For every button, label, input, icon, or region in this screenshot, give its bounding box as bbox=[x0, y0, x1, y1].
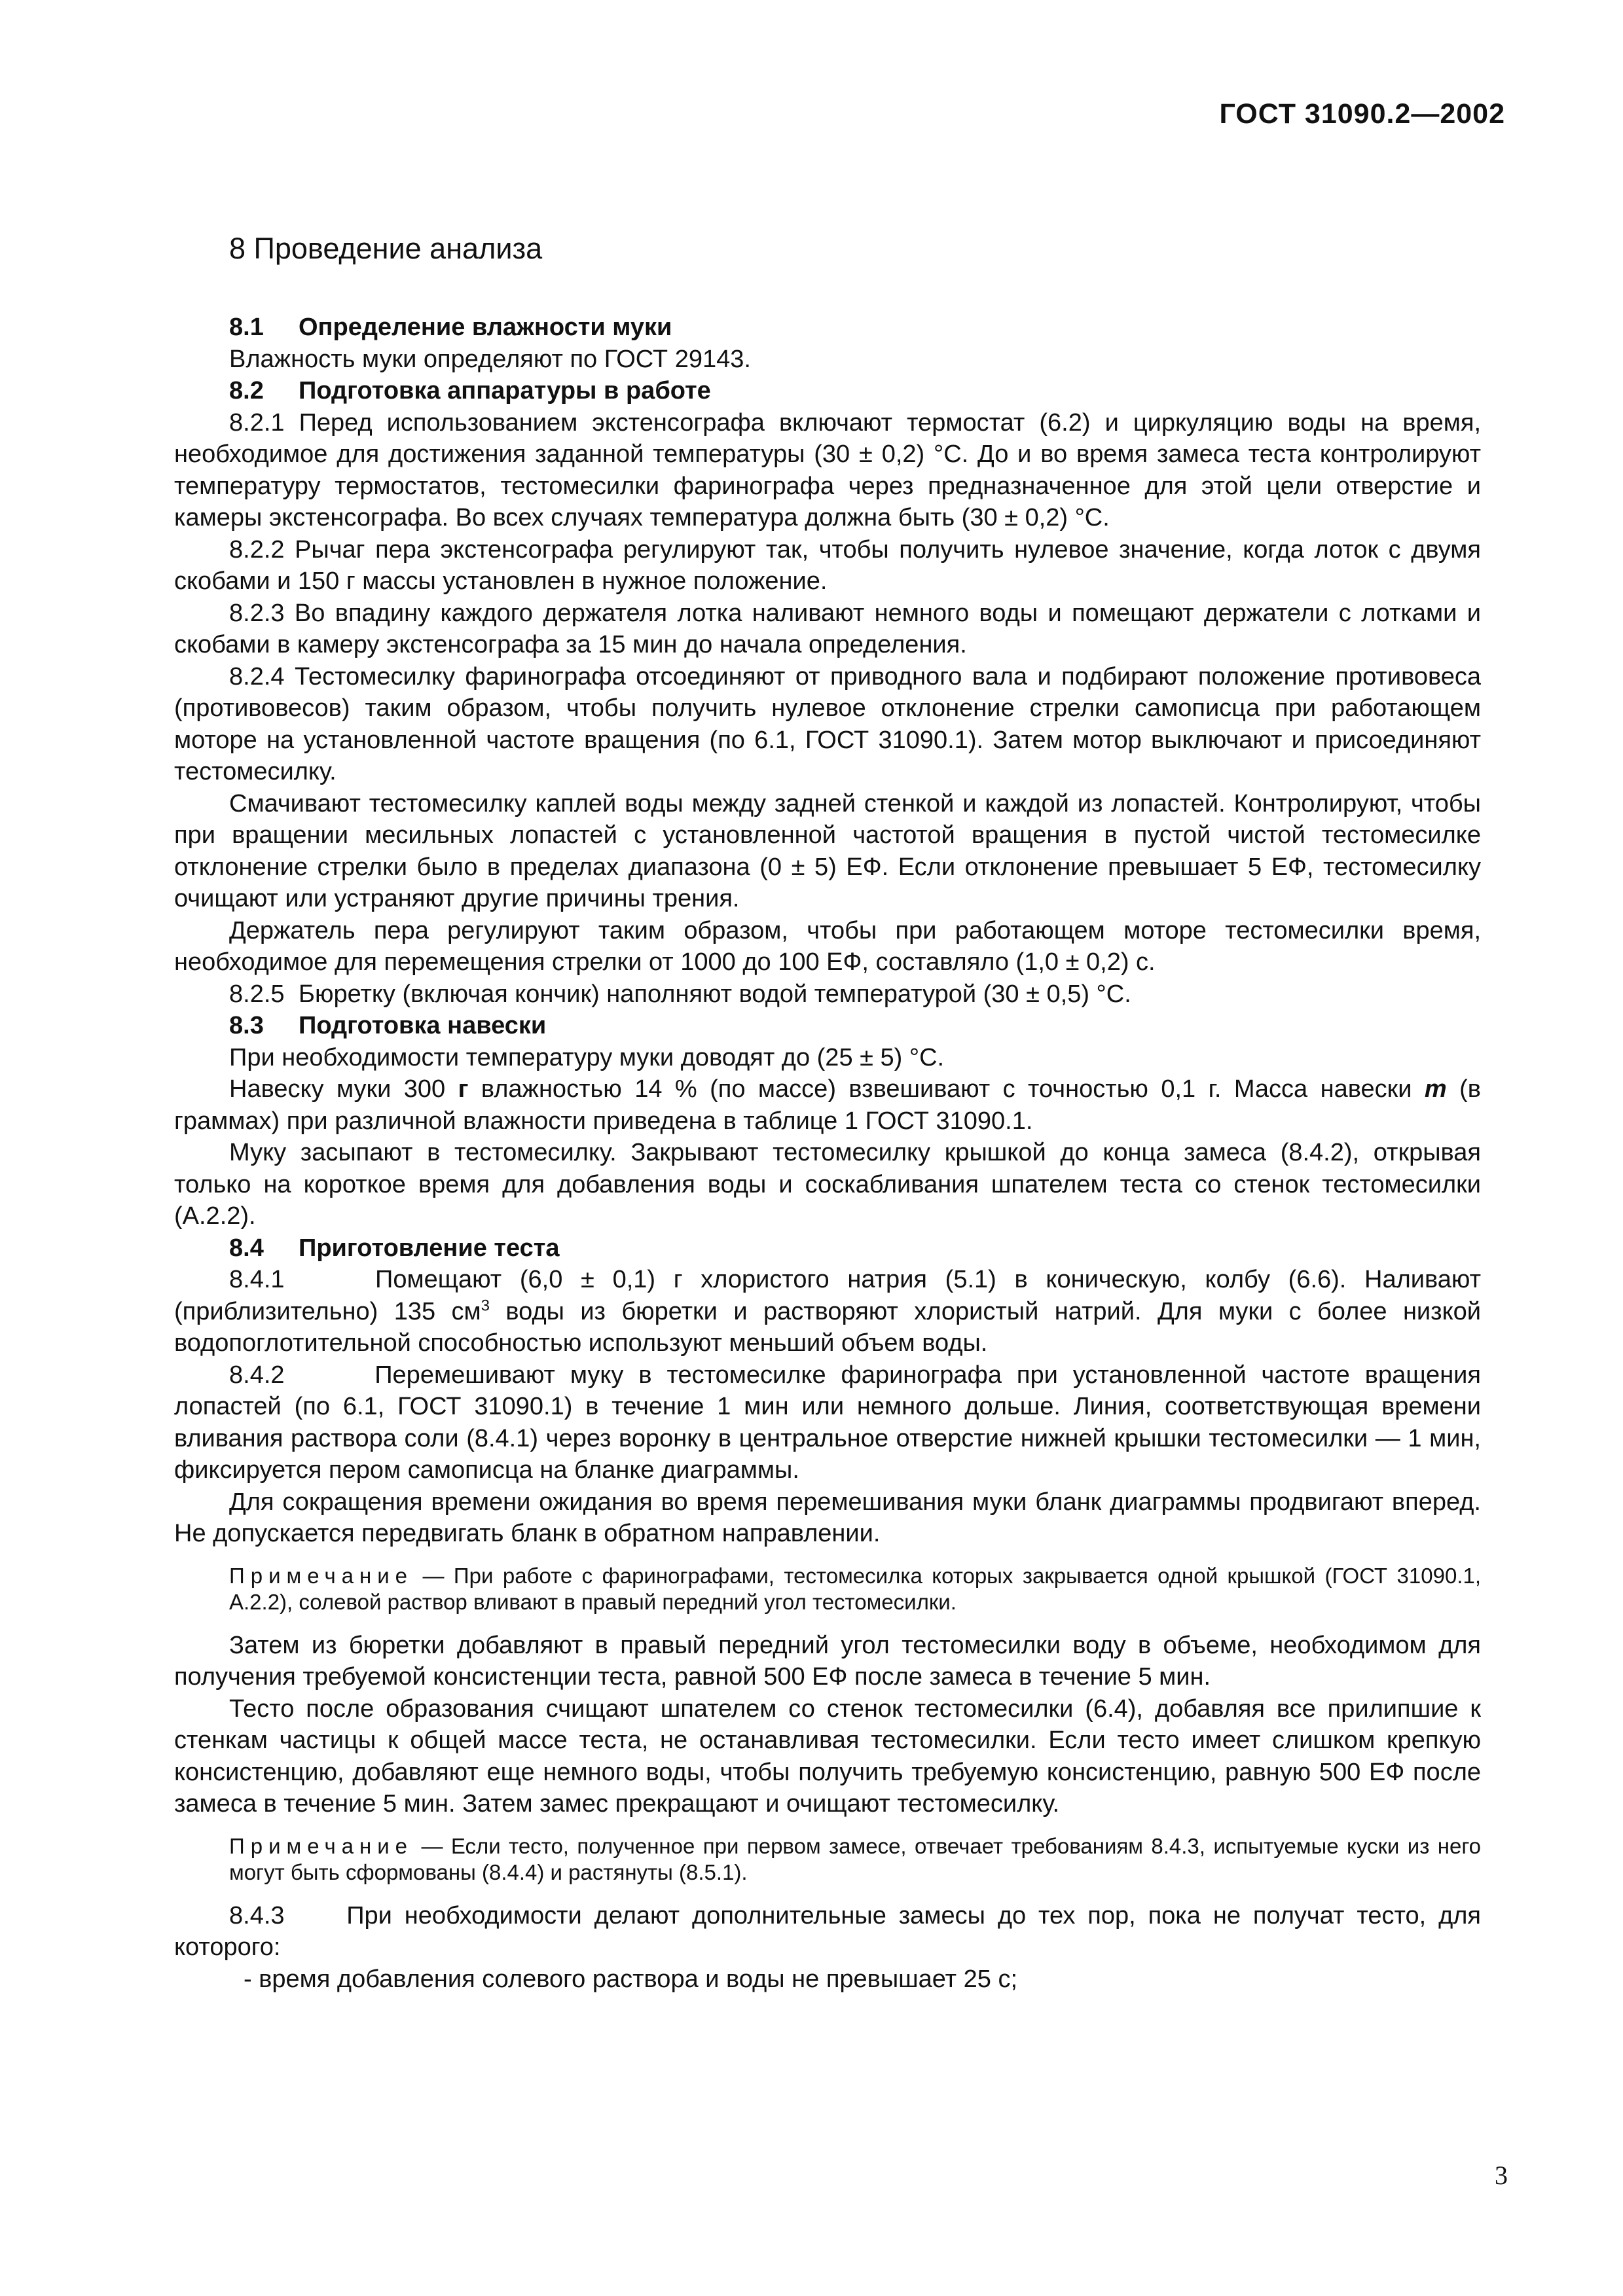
note-label: Примечание bbox=[229, 1563, 414, 1588]
paragraph: Влажность муки определяют по ГОСТ 29143. bbox=[229, 345, 751, 373]
text-run-bold: г bbox=[458, 1075, 469, 1103]
paragraph bbox=[174, 1073, 1481, 1137]
paragraph-8-2-4: 8.2.4 Тестомесилку фаринографа отсоединяют от приводного вала и подбирают положение противовеса (противовесов) таким образом, чтобы получить нулевое отклонение стрелки самописца при работающем моторе на установленной частоте вращения (по 6.1, ГОСТ 31090.1). Затем мотор выключают и присоединяют тестомесилку. bbox=[174, 662, 1481, 785]
paragraph: Муку засыпают в тестомесилку. Закрывают тестомесилку крышкой до конца замеса (8.4.2), открывая только на короткое время для добавления воды и соскабливания шпателем теста со стенок тестомесилки (А.2.2). bbox=[174, 1139, 1481, 1230]
note bbox=[174, 1563, 1481, 1615]
clause-text: Бюретку (включая кончик) наполняют водой температурой (30 ± 0,5) °С. bbox=[299, 980, 1131, 1008]
paragraph: Смачивают тестомесилку каплей воды между задней стенкой и каждой из лопастей. Контролируют, чтобы при вращении месильных лопастей с установленной частотой вращения в пустой чистой тестомесилке отклонение стрелки было в пределах диапазона (0 ± 5) ЕФ. Если отклонение превышает 5 ЕФ, тестомесилку очищают или устраняют другие причины трения. bbox=[174, 789, 1481, 912]
paragraph-8-4-3 bbox=[174, 1900, 1481, 1964]
subsection-number: 8.1 bbox=[229, 314, 264, 341]
clause-number: 8.2.5 bbox=[229, 980, 285, 1008]
note-label: Примечание bbox=[229, 1833, 414, 1858]
text-run: воды из бюретки и растворяют хлористый натрий. Для муки с более низкой водопоглотительной способностью используют меньший объем воды. bbox=[174, 1297, 1481, 1357]
clause-number: 8.4.2 bbox=[229, 1361, 285, 1389]
clause-number: 8.4.3 bbox=[229, 1901, 285, 1929]
paragraph: Держатель пера регулируют таким образом, чтобы при работающем моторе тестомесилки время, необходимое для перемещения стрелки от 1000 до 100 ЕФ, составляло (1,0 ± 0,2) с. bbox=[174, 916, 1481, 976]
list-item: - время добавления солевого раствора и воды не превышает 25 с; bbox=[244, 1965, 1018, 1993]
superscript: 3 bbox=[481, 1296, 490, 1314]
text-run: Навеску муки 300 bbox=[229, 1075, 458, 1103]
paragraph: Для сокращения времени ожидания во время перемешивания муки бланк диаграммы продвигают вперед. Не допускается передвигать бланк в обратном направлении. bbox=[174, 1488, 1481, 1547]
subsection-heading-8-3 bbox=[174, 1010, 1481, 1042]
subsection-number: 8.3 bbox=[229, 1012, 264, 1039]
paragraph-8-2-5 bbox=[174, 978, 1481, 1011]
subsection-heading-8-1 bbox=[174, 312, 1481, 344]
variable-m: m bbox=[1424, 1075, 1447, 1103]
paragraph-8-2-2: 8.2.2 Рычаг пера экстенсографа регулируют так, чтобы получить нулевое значение, когда лоток с двумя скобами и 150 г массы установлен в нужное положение. bbox=[174, 535, 1481, 595]
subsection-number: 8.4 bbox=[229, 1234, 264, 1262]
document-body bbox=[174, 230, 1481, 1995]
section-title: 8 Проведение анализа bbox=[229, 232, 543, 265]
paragraph: Затем из бюретки добавляют в правый передний угол тестомесилки воду в объеме, необходимом для получения требуемой консистенции теста, равной 500 ЕФ после замеса в течение 5 мин. bbox=[174, 1631, 1481, 1691]
page-number: 3 bbox=[1495, 2161, 1508, 2190]
subsection-title: Подготовка аппаратуры в работе bbox=[299, 377, 711, 404]
paragraph-8-4-2 bbox=[174, 1359, 1481, 1486]
paragraph-8-4-1 bbox=[174, 1264, 1481, 1359]
clause-number: 8.4.1 bbox=[229, 1266, 285, 1293]
note-text: — Если тесто, полученное при первом замесе, отвечает требованиям 8.4.3, испытуемые куски из него могут быть сформованы (8.4.4) и растянуты (8.5.1). bbox=[229, 1833, 1481, 1884]
text-run: При необходимости делают дополнительные замесы до тех пор, пока не получат тесто, для которого: bbox=[174, 1901, 1482, 1961]
text-run: Перемешивают муку в тестомесилке фаринографа при установленной частоте вращения лопастей (по 6.1, ГОСТ 31090.1) в течение 1 мин или немного дольше. Линия, соответствующая времени вливания раствора соли (8.4.1) через воронку в центральное отверстие нижней крышки тестомесилки — 1 мин, фиксируется пером самописца на бланке диаграммы. bbox=[174, 1361, 1481, 1484]
subsection-heading-8-2 bbox=[174, 375, 1481, 407]
note bbox=[174, 1833, 1481, 1886]
note-text: — При работе с фаринографами, тестомесилка которых закрывается одной крышкой (ГОСТ 31090.1, А.2.2), солевой раствор вливают в правый передний угол тестомесилки. bbox=[229, 1563, 1481, 1614]
subsection-title: Определение влажности муки bbox=[299, 314, 672, 341]
subsection-heading-8-4 bbox=[174, 1232, 1481, 1265]
text-run: Помещают (6,0 ± 0,1) г хлористого натрия (5.1) в коническую, колбу (6.6). Наливают (приблизительно) 135 см bbox=[174, 1266, 1481, 1325]
paragraph: Тесто после образования счищают шпателем со стенок тестомесилки (6.4), добавляя все прилипшие к стенкам частицы к общей массе теста, не останавливая тестомесилки. Если тесто имеет слишком крепкую консистенцию, добавляют еще немного воды, чтобы получить требуемую консистенцию, равную 500 ЕФ после замеса в течение 5 мин. Затем замес прекращают и очищают тестомесилку. bbox=[174, 1695, 1481, 1818]
paragraph: При необходимости температуру муки доводят до (25 ± 5) °С. bbox=[229, 1043, 945, 1071]
subsection-number: 8.2 bbox=[229, 377, 264, 404]
text-run: влажностью 14 % (по массе) взвешивают с точностью 0,1 г. Масса навески bbox=[468, 1075, 1425, 1103]
subsection-title: Подготовка навески bbox=[299, 1012, 547, 1039]
paragraph-8-2-1: 8.2.1 Перед использованием экстенсографа включают термостат (6.2) и циркуляцию воды на время, необходимое для достижения заданной температуры (30 ± 0,2) °С. До и во время замеса теста контролируют температуру термостатов, тестомесилки фаринографа через предназначенное для этой цели отверстие и камеры экстенсографа. Во всех случаях температура должна быть (30 ± 0,2) °С. bbox=[174, 408, 1481, 531]
text-run: (в граммах) при различной влажности приведена в таблице 1 ГОСТ 31090.1. bbox=[174, 1075, 1481, 1135]
subsection-title: Приготовление теста bbox=[299, 1234, 560, 1262]
document-header: ГОСТ 31090.2—2002 bbox=[1219, 98, 1505, 130]
paragraph-8-2-3: 8.2.3 Во впадину каждого держателя лотка наливают немного воды и помещают держатели с лотками и скобами в камеру экстенсографа за 15 мин до начала определения. bbox=[174, 599, 1481, 658]
